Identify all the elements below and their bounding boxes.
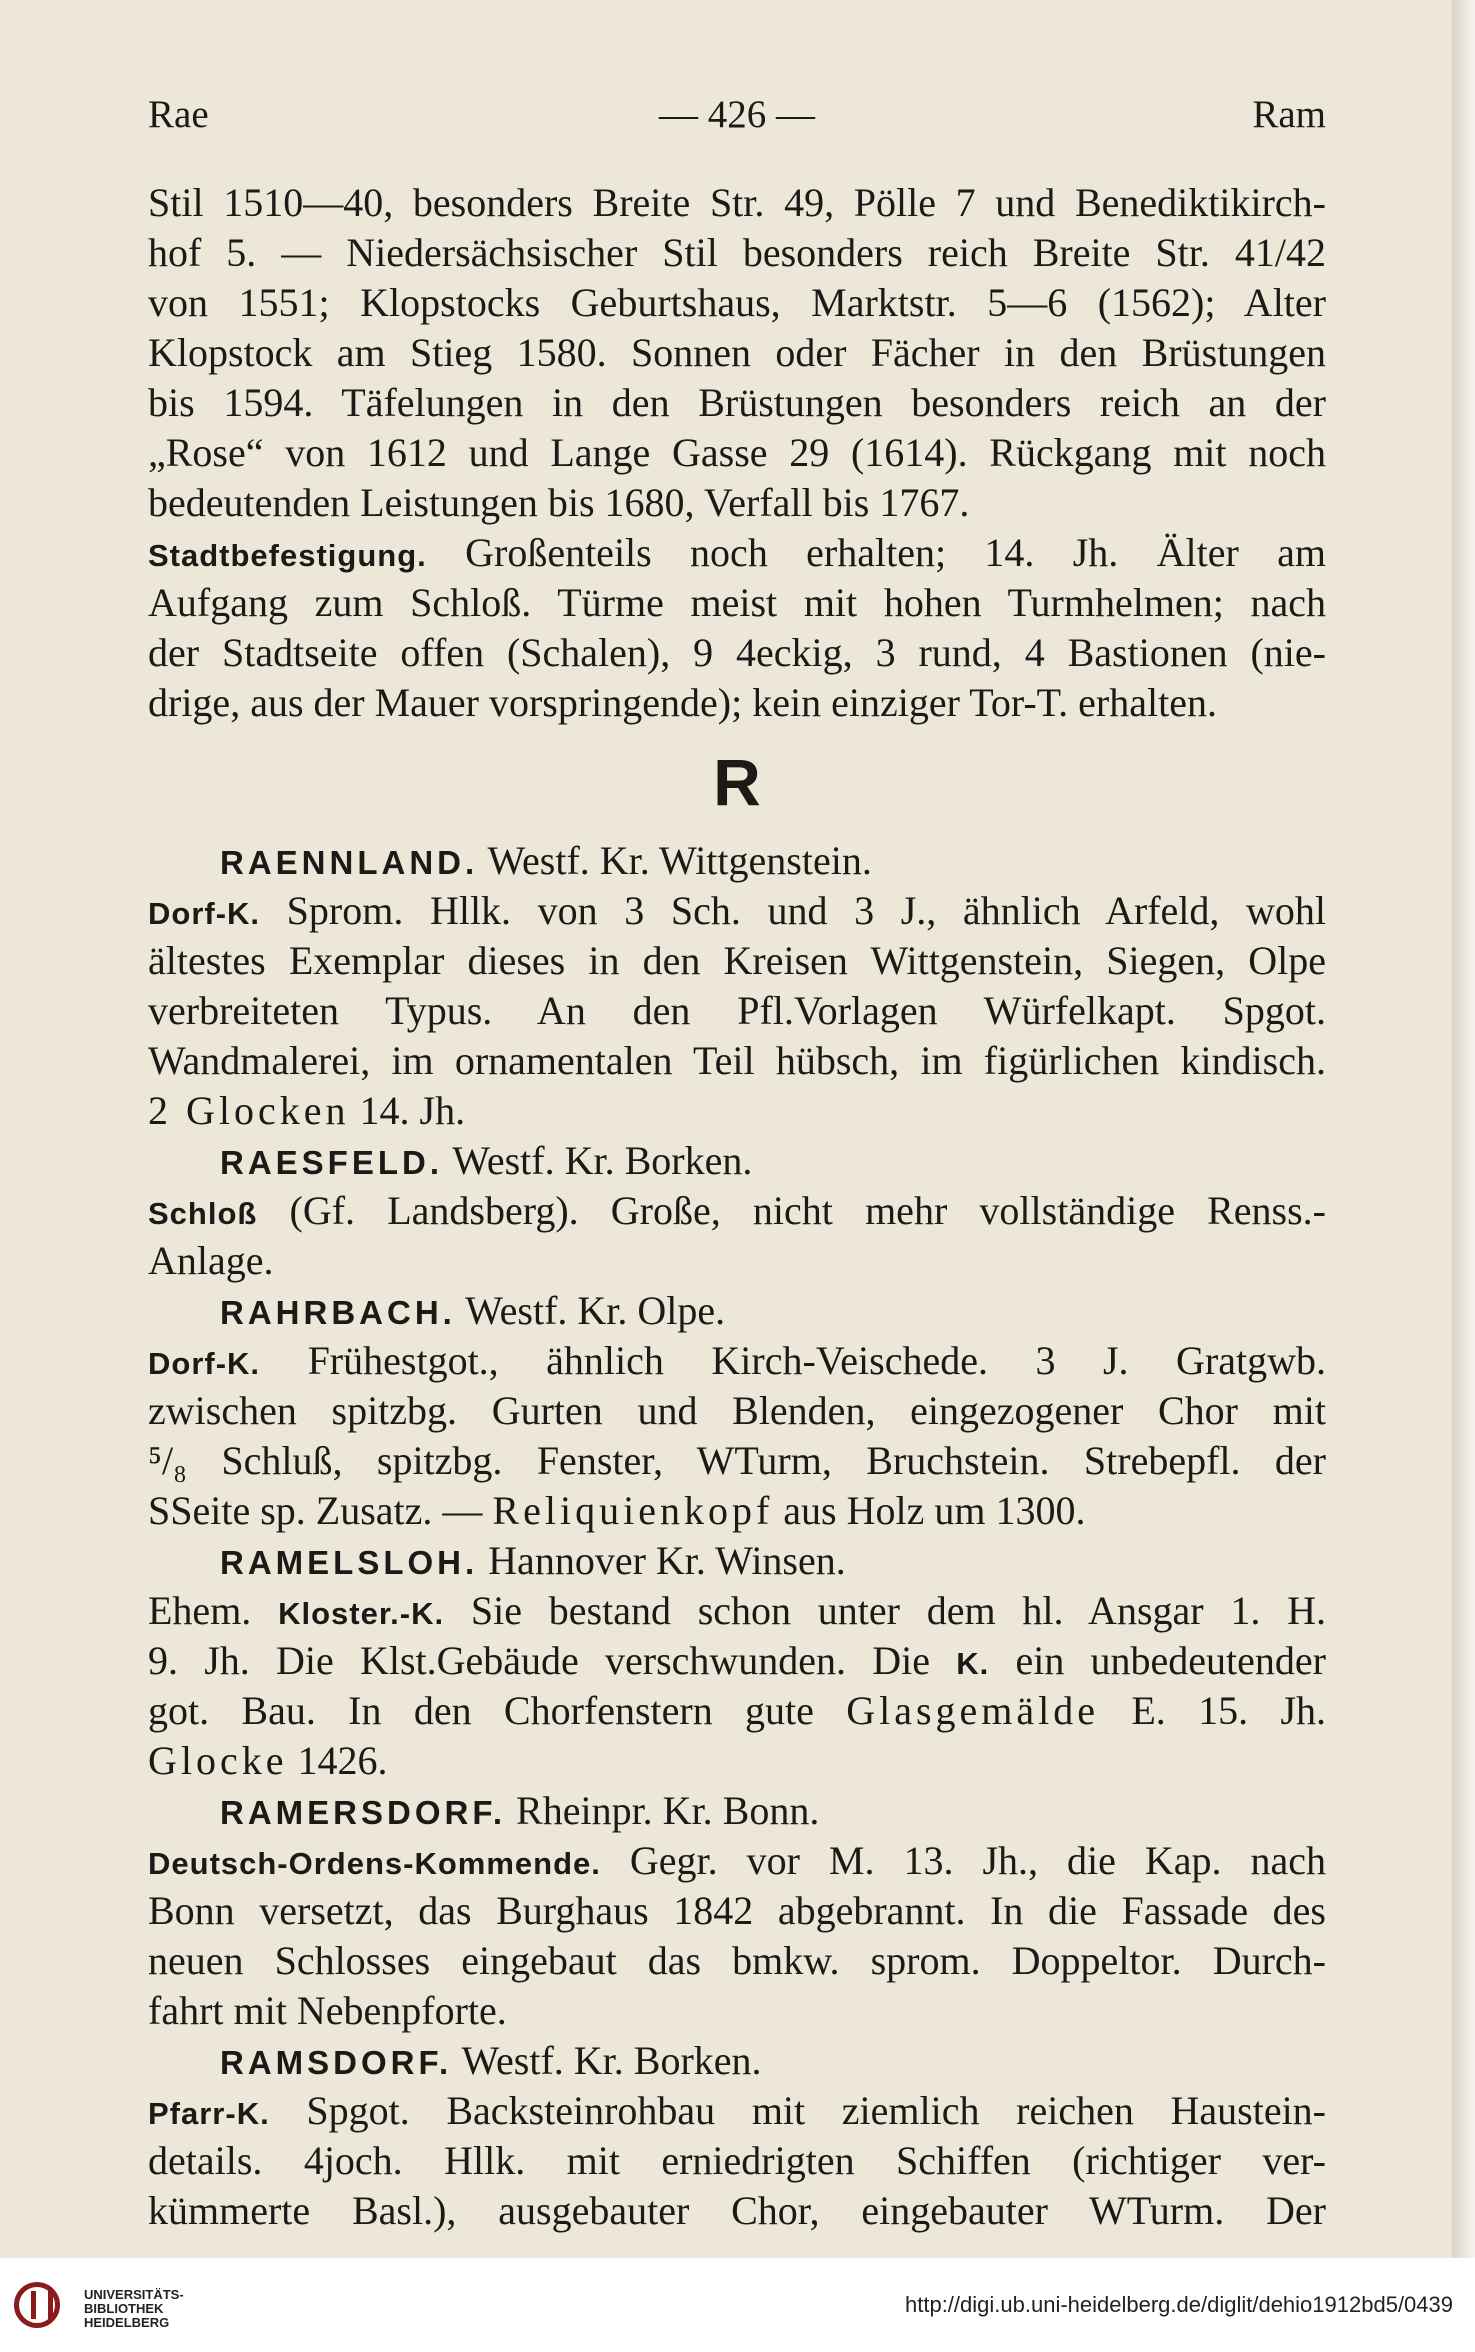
place-name: RAHRBACH. [220,1294,456,1331]
entry-heading [148,1286,1326,1336]
text-line: der Stadtseite offen (Schalen), 9 4eckig, 3 rund, 4 Bastionen (nie- [148,630,1326,675]
text-line: zwischen spitzbg. Gurten und Blenden, eingezogener Chor mit [148,1388,1326,1433]
keyword: Schloß [148,1196,258,1231]
text-line [148,1186,1326,1236]
text-line: Wandmalerei, im ornamentalen Teil hübsch, im figürlichen kindisch. [148,1038,1326,1083]
text-line [148,1086,1326,1136]
place-name: RAMERSDORF. [220,1794,507,1831]
entry-heading [148,2036,1326,2086]
header-left-catchword: Rae [148,93,209,136]
text-line [148,1336,1326,1386]
text-line: verbreiteten Typus. An den Pfl.Vorlagen Würfelkapt. Spgot. [148,988,1326,1033]
place-location: Hannover Kr. Winsen. [488,1538,846,1583]
place-location: Westf. Kr. Wittgenstein. [487,838,872,883]
text-line [148,1636,1326,1686]
entry-heading [148,1786,1326,1836]
text-line: Bonn versetzt, das Burghaus 1842 abgebrannt. In die Fassade des [148,1888,1326,1933]
text-line: neuen Schlosses eingebaut das bmkw. sprom. Doppeltor. Durch- [148,1938,1326,1983]
text-run: Sprom. Hllk. von 3 Sch. und 3 J., ähnlich Arfeld, wohl [286,888,1327,933]
text-line: ältestes Exemplar dieses in den Kreisen Wittgenstein, Siegen, Olpe [148,938,1326,983]
text-run: got. Bau. In den Chorfenstern gute [148,1688,814,1733]
entry-heading [148,1136,1326,1186]
text-line: Aufgang zum Schloß. Türme meist mit hohen Turmhelmen; nach [148,580,1326,625]
text-run: Spgot. Backsteinrohbau mit ziemlich reichen Haustein- [306,2088,1327,2133]
text-line: drige, aus der Mauer vorspringende); kein einziger Tor-T. erhalten. [148,680,1217,725]
place-location: Westf. Kr. Borken. [452,1138,753,1183]
text-line [148,1736,1326,1786]
keyword: Pfarr-K. [148,2096,270,2131]
text-run: Großenteils noch erhalten; 14. Jh. Älter am [465,530,1326,575]
text-run: Gegr. vor M. 13. Jh., die Kap. nach [629,1838,1326,1883]
place-location: Rheinpr. Kr. Bonn. [516,1788,820,1833]
entry-heading [148,836,1326,886]
keyword: Stadtbefestigung. [148,538,427,573]
text-line: ⁵/₈ Schluß, spitzbg. Fenster, WTurm, Bruchstein. Strebepfl. der [148,1438,1326,1483]
entry-heading [148,1536,1326,1586]
place-location: Westf. Kr. Borken. [461,2038,762,2083]
text-line [148,886,1326,936]
text-line: Klopstock am Stieg 1580. Sonnen oder Fächer in den Brüstungen [148,330,1326,375]
text-run: ein unbedeutender [1015,1638,1327,1683]
keyword: K. [956,1646,990,1681]
text-line: von 1551; Klopstocks Geburtshaus, Marktstr. 5—6 (1562); Alter [148,280,1326,325]
library-logo-icon [14,2282,60,2328]
place-name: RAMSDORF. [220,2044,453,2081]
logo-line: HEIDELBERG [84,2315,170,2330]
text-line [148,1686,1326,1736]
text-line: bis 1594. Täfelungen in den Brüstungen besonders reich an der [148,380,1326,425]
text-run: Frühestgot., ähnlich Kirch-Veischede. 3 J. Gratgwb. [307,1338,1327,1383]
text-run: Ehem. [148,1588,252,1633]
footer-bar [0,2258,1475,2352]
text-line: „Rose“ von 1612 und Lange Gasse 29 (1614). Rückgang mit noch [148,430,1326,475]
page-edge [1452,0,1475,2352]
text-line [148,1586,1326,1636]
running-header [148,92,1326,152]
text-run: 9. Jh. Die Klst.Gebäude verschwunden. Die [148,1638,931,1683]
place-location: Westf. Kr. Olpe. [465,1288,726,1333]
spaced-term: Glocke [148,1738,288,1783]
text-run: 14. Jh. [359,1088,466,1133]
text-run: E. 15. Jh. [1131,1688,1327,1733]
keyword: Dorf-K. [148,896,261,931]
library-logo-text [84,2288,184,2330]
page-number: — 426 — [659,93,815,136]
text-line: kümmerte Basl.), ausgebauter Chor, eingebauter WTurm. Der [148,2188,1326,2233]
text-line: details. 4joch. Hllk. mit erniedrigten Schiffen (richtiger ver- [148,2138,1326,2183]
keyword: Kloster.-K. [278,1596,445,1631]
text-line: Stil 1510—40, besonders Breite Str. 49, Pölle 7 und Benediktikirch- [148,180,1326,225]
spaced-term: Glasgemälde [846,1688,1100,1733]
logo-line: UNIVERSITÄTS- [84,2287,184,2302]
text-run: aus Holz um 1300. [783,1488,1086,1533]
text-line: Anlage. [148,1238,274,1283]
text-run: (Gf. Landsberg). Große, nicht mehr vollständige Renss.- [289,1188,1327,1233]
logo-line: BIBLIOTHEK [84,2301,164,2316]
spaced-term: Reliquienkopf [492,1488,774,1533]
text-line [148,1486,1326,1536]
place-name: RAESFELD. [220,1144,444,1181]
text-run: 1426. [297,1738,388,1783]
place-name: RAENNLAND. [220,844,479,881]
text-line: bedeutenden Leistungen bis 1680, Verfall bis 1767. [148,480,970,525]
text-run: Sie bestand schon unter dem hl. Ansgar 1. H. [470,1588,1326,1633]
stadtbefestigung-line [148,528,1326,578]
text-line: hof 5. — Niedersächsischer Stil besonders reich Breite Str. 41/42 [148,230,1326,275]
text-line [148,1836,1326,1886]
text-line [148,2086,1326,2136]
text-run: SSeite sp. Zusatz. — [148,1488,483,1533]
header-right-catchword: Ram [1252,93,1326,136]
keyword: Dorf-K. [148,1346,261,1381]
spaced-term: 2 Glocken [148,1088,350,1133]
body-text [148,178,1326,2236]
source-url[interactable]: http://digi.ub.uni-heidelberg.de/diglit/dehio1912bd5/0439 [905,2292,1453,2317]
keyword: Deutsch-Ordens-Kommende. [148,1846,601,1881]
text-line: fahrt mit Nebenpforte. [148,1988,507,2033]
place-name: RAMELSLOH. [220,1544,479,1581]
section-letter: R [713,745,761,819]
